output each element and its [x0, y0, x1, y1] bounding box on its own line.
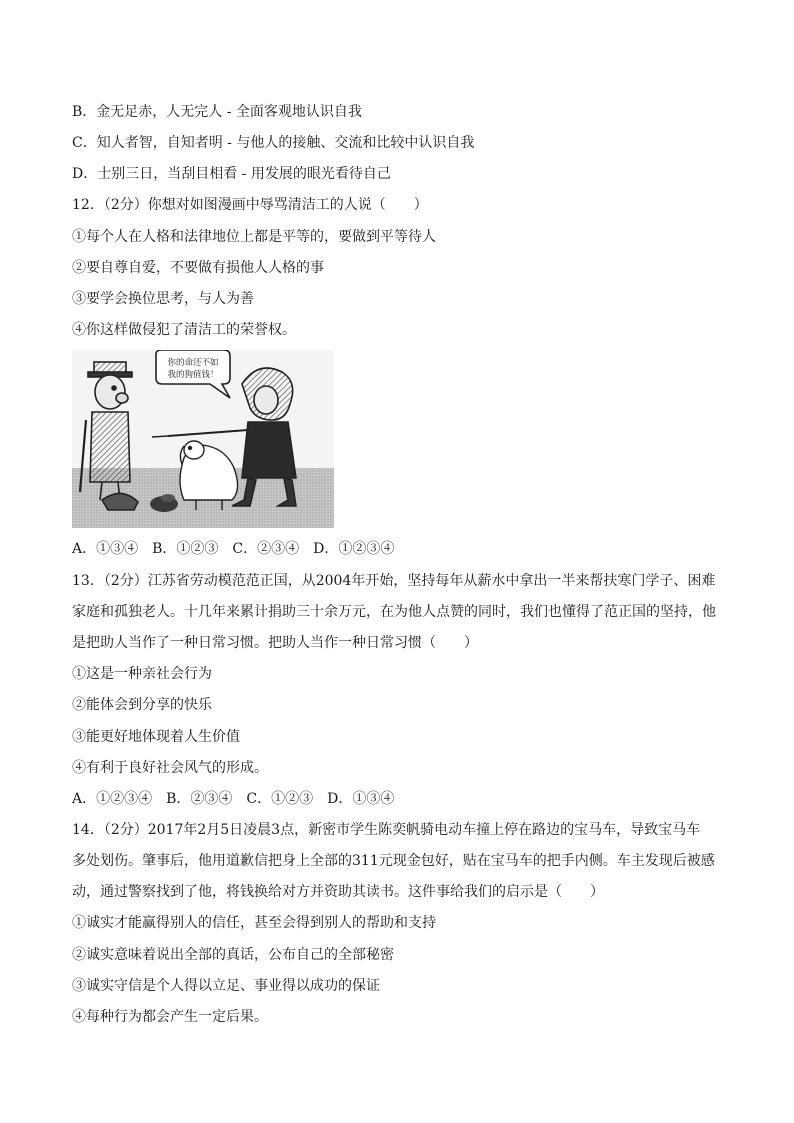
q13-item-3: ③能更好地体现着人生价值 [72, 729, 240, 745]
q12-item-4: ④你这样做侵犯了清洁工的荣誉权。 [72, 322, 296, 338]
q13-stem-line3: 是把助人当作了一种日常习惯。把助人当作一种日常习惯（ ） [72, 635, 478, 651]
q13-stem-line2: 家庭和孤独老人。十几年来累计捐助三十余万元，在为他人点赞的同时，我们也懂得了范正国的坚持，他 [72, 604, 716, 620]
q14-item-2: ②诚实意味着说出全部的真话，公布自己的全部秘密 [72, 947, 394, 963]
q12-item-2: ②要自尊自爱，不要做有损他人人格的事 [72, 260, 324, 276]
q13-item-4: ④有利于良好社会风气的形成。 [72, 760, 268, 776]
q14-item-1: ①诚实才能赢得别人的信任，甚至会得到别人的帮助和支持 [72, 915, 436, 931]
q13-item-2: ②能体会到分享的快乐 [72, 697, 212, 713]
q13-stem-line1: 13．（2分）江苏省劳动模范范正国，从2004年开始，坚持每年从薪水中拿出一半来帮扶寒门学子、困难 [72, 573, 716, 589]
q12-item-1: ①每个人在人格和法律地位上都是平等的，要做到平等待人 [72, 229, 436, 245]
q11-option-c: C．知人者智，自知者明 - 与他人的接触、交流和比较中认识自我 [72, 135, 475, 151]
speech-bubble-text-line2: 我的狗值钱！ [167, 370, 219, 380]
q11-option-b: B．金无足赤，人无完人 - 全面客观地认识自我 [72, 104, 362, 120]
q12-stem: 12．（2分）你想对如图漫画中辱骂清洁工的人说（ ） [72, 197, 428, 213]
q11-option-d: D．士别三日，当刮目相看 - 用发展的眼光看待自己 [72, 166, 391, 182]
q14-item-4: ④每种行为都会产生一定后果。 [72, 1009, 268, 1025]
speech-bubble-text-line1: 你的命还不如 [167, 358, 219, 368]
q13-options: A．①②③④ B．②③④ C．①②③ D．①③④ [72, 791, 395, 807]
q14-stem-line2: 多处划伤。肇事后，他用道歉信把身上全部的311元现金包好，贴在宝马车的把手内侧。车主发现后被感 [72, 853, 715, 869]
q12-options: A．①③④ B．①②③ C．②③④ D．①②③④ [72, 541, 395, 557]
cartoon-illustration [72, 350, 334, 528]
q12-item-3: ③要学会换位思考，与人为善 [72, 291, 254, 307]
q14-item-3: ③诚实守信是个人得以立足、事业得以成功的保证 [72, 978, 380, 994]
q14-stem-line1: 14．（2分）2017年2月5日凌晨3点，新密市学生陈奕帆骑电动车撞上停在路边的宝马车，导致宝马车 [72, 822, 701, 838]
q13-item-1: ①这是一种亲社会行为 [72, 666, 212, 682]
q14-stem-line3: 动，通过警察找到了他，将钱换给对方并资助其读书。这件事给我们的启示是（ ） [72, 884, 604, 900]
